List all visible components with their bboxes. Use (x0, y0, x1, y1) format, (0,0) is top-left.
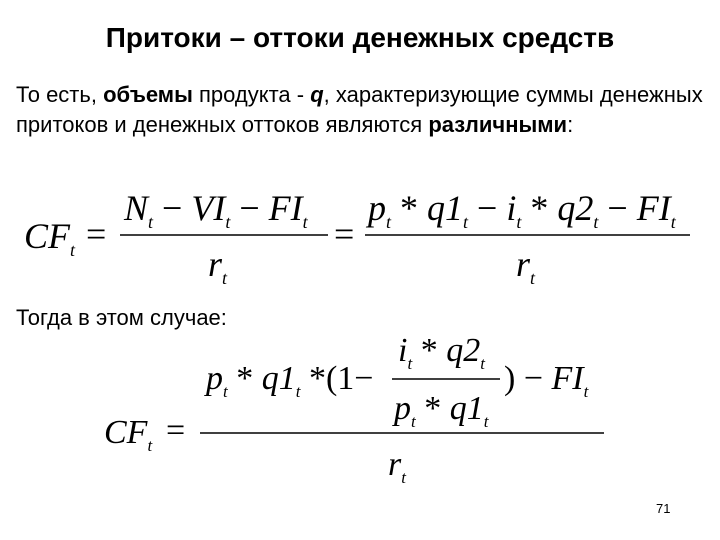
paragraph-text-1: То есть, (16, 82, 104, 107)
svg-text:CFt: $CF_t$ (104, 414, 153, 455)
svg-text:rt: $r_t$ (208, 244, 228, 288)
svg-text:pt * q1t *(1−: $p_t * q1_t$ *(1− (206, 360, 374, 401)
svg-text:rt: $r_t$ (516, 244, 536, 288)
svg-text:CFt: $CF_t$ (24, 216, 76, 260)
cashflow-formula-1 (0, 190, 720, 300)
svg-text:rt: $r_t$ (388, 446, 406, 487)
paragraph-text-4: : (567, 112, 574, 137)
svg-text:it * q2t: $i_t * q2_t$ (398, 332, 485, 373)
intro-paragraph (16, 80, 706, 140)
svg-text:=: = (166, 412, 186, 449)
svg-text:=: = (86, 214, 107, 254)
svg-text:=: = (334, 214, 355, 254)
then-in-this-case-text: Тогда в этом случае: (16, 305, 227, 330)
paragraph-variable-q: q (310, 82, 324, 107)
paragraph-bold-different: различными (428, 112, 568, 137)
paragraph-text-3: , характеризующие суммы денежных притоков и денежных оттоков являются (16, 82, 703, 137)
page-number: 71 (656, 501, 671, 516)
slide-title: Притоки – оттоки денежных средств (105, 22, 615, 53)
svg-text:pt * q1t − it * q2t − FIt: $p_t * q1_t - i_t * q2_t - FI_t$ (368, 188, 676, 232)
svg-text:pt * q1t: $p_t * q1_t$ (394, 390, 489, 431)
paragraph-text-2: продукта - (192, 82, 311, 107)
paragraph-bold-volumes: объемы (103, 82, 193, 107)
svg-text:) − FIt: ) − $FI_t$ (504, 360, 589, 401)
cashflow-formula-2 (0, 332, 720, 505)
svg-text:Nt − VIt − FIt: $N_t - VI_t - FI_t$ (124, 188, 308, 232)
